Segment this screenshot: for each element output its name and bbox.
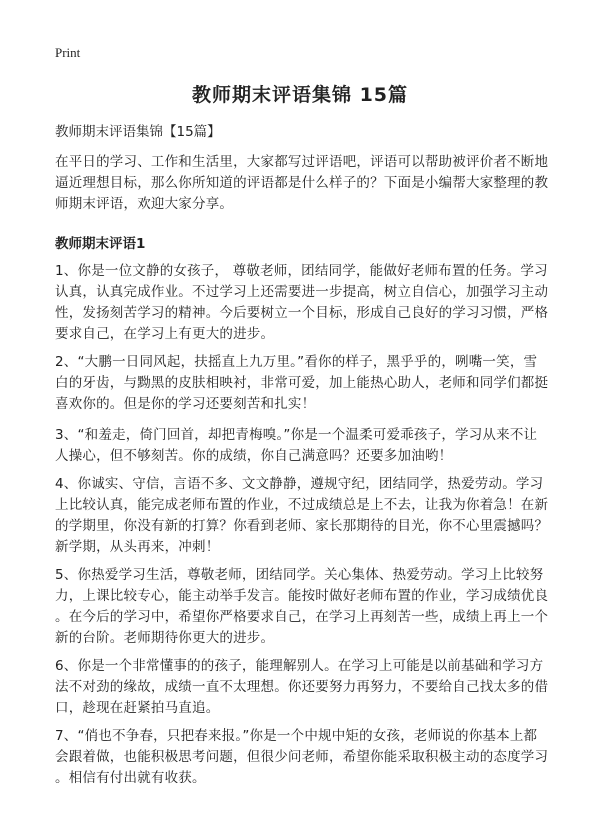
text-line: 4、你诚实、守信，言语不多、文文静静，遵规守纪，团结同学，热爱劳动。学习 xyxy=(55,476,544,492)
text-line: 。相信有付出就有收获。 xyxy=(55,770,206,786)
text-line: 5、你热爱学习生活，尊敬老师，团结同学。关心集体、热爱劳动。学习上比较努 xyxy=(55,567,544,583)
intro-paragraph xyxy=(55,152,555,215)
text-line: 口，趁现在赶紧拍马直追。 xyxy=(55,700,220,716)
comment-paragraph-7 xyxy=(55,726,555,789)
text-line: 性，发扬刻苦学习的精神。今后要树立一个目标，形成自己良好的学习习惯，严格 xyxy=(55,305,549,321)
comment-paragraph-3 xyxy=(55,425,555,467)
comment-paragraph-6 xyxy=(55,656,555,719)
text-line: 认真，认真完成作业。不过学习上还需要进一步提高，树立自信心，加强学习主动 xyxy=(55,284,549,300)
comment-paragraph-1 xyxy=(55,261,555,345)
text-line: 上比较认真，能完成老师布置的作业，不过成绩总是上不去，让我为你着急！在新 xyxy=(55,497,549,513)
text-line: 新学期，从头再来，冲刺！ xyxy=(55,539,220,555)
text-line: 3、“和羞走，倚门回首，却把青梅嗅。”你是一个温柔可爱乖孩子，学习从来不让 xyxy=(55,427,538,443)
text-line: 6、你是一个非常懂事的的孩子，能理解别人。在学习上可能是以前基础和学习方 xyxy=(55,658,544,674)
print-link[interactable]: Print xyxy=(55,45,81,60)
comment-paragraph-4 xyxy=(55,474,555,558)
comment-paragraph-5 xyxy=(55,565,555,649)
text-line: 师期末评语，欢迎大家分享。 xyxy=(55,196,234,212)
text-line: 在平日的学习、工作和生活里，大家都写过评语吧，评语可以帮助被评价者不断地 xyxy=(55,154,549,170)
comment-paragraph-2 xyxy=(55,352,555,415)
text-line: 会跟着做，也能积极思考问题，但很少问老师，希望你能采取积极主动的态度学习 xyxy=(55,749,549,765)
section-heading: 教师期末评语1 xyxy=(55,236,146,252)
text-line: 7、“俏也不争春，只把春来报。”你是一个中规中矩的女孩，老师说的你基本上都 xyxy=(55,728,538,744)
text-line: 逼近理想目标，那么你所知道的评语都是什么样子的？下面是小编帮大家整理的教 xyxy=(55,175,549,191)
page-title: 教师期末评语集锦 15篇 xyxy=(191,84,409,106)
text-line: 。在今后的学习中，希望你严格要求自己，在学习上再刻苦一些，成绩上再上一个 xyxy=(55,609,549,625)
text-line: 白的牙齿，与黝黑的皮肤相映衬，非常可爱，加上能热心助人，老师和同学们都挺 xyxy=(55,375,549,391)
text-line: 2、“大鹏一日同风起，扶摇直上九万里。”看你的样子，黑乎乎的，咧嘴一笑，雪 xyxy=(55,354,538,370)
text-line: 法不对劲的缘故，成绩一直不太理想。你还要努力再努力，不要给自己找太多的借 xyxy=(55,679,549,695)
text-line: 要求自己，在学习上有更大的进步。 xyxy=(55,326,275,342)
text-line: 力，上课比较专心，能主动举手发言。能按时做好老师布置的作业，学习成绩优良 xyxy=(55,588,549,604)
text-line: 的学期里，你没有新的打算？你看到老师、家长那期待的目光，你不心里震撼吗？ xyxy=(55,518,549,534)
document-subtitle: 教师期末评语集锦【15篇】 xyxy=(55,124,221,140)
text-line: 人操心，但不够刻苦。你的成绩，你自己满意吗？还要多加油哟！ xyxy=(55,448,453,464)
text-line: 新的台阶。老师期待你更大的进步。 xyxy=(55,630,275,646)
text-line: 喜欢你的。但是你的学习还要刻苦和扎实！ xyxy=(55,396,316,412)
text-line: 1、你是一位文静的女孩子， 尊敬老师，团结同学，能做好老师布置的任务。学习 xyxy=(55,263,548,279)
